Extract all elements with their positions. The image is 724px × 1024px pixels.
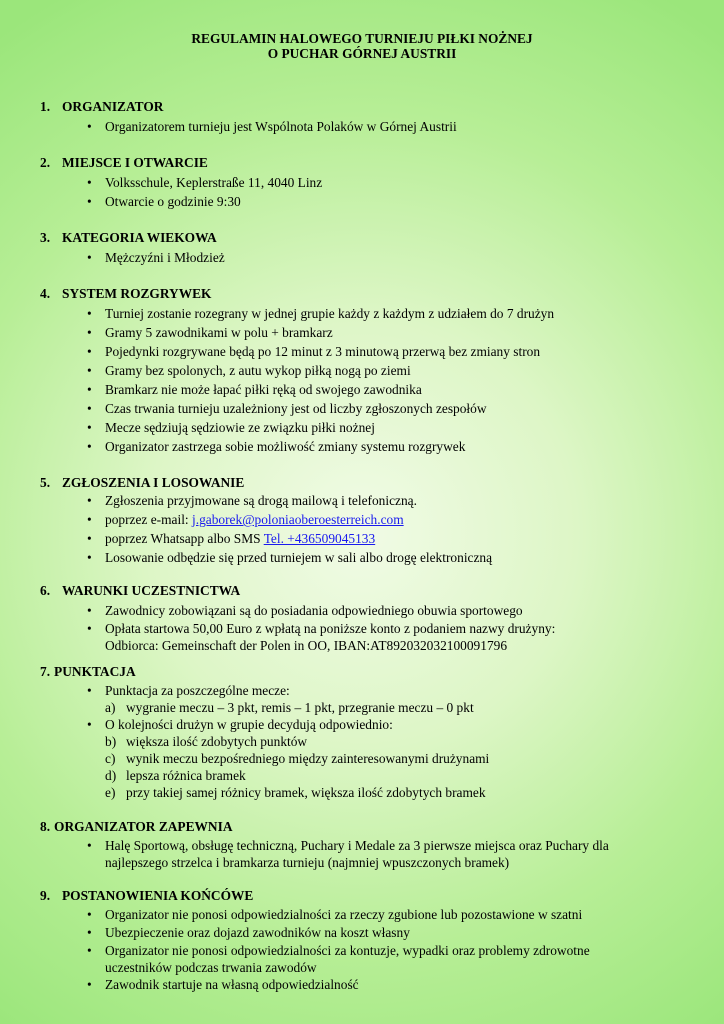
list-item <box>40 620 680 654</box>
sub-label: e) <box>105 785 116 800</box>
section-warunki <box>40 582 680 654</box>
list-item: • Mężczyźni i Młodzież <box>40 248 680 267</box>
sub-label: a) <box>105 700 116 715</box>
section-heading <box>40 98 680 115</box>
item-line-2: najlepszego strzelca i bramkarza turnieju (najmniej wpuszczonych bramek) <box>105 855 510 870</box>
bank-details: Odbiorca: Gemeinschaft der Polen in OO, IBAN:AT892032032100091796 <box>105 638 508 653</box>
section-title: ZGŁOSZENIA I LOSOWANIE <box>62 475 245 490</box>
sub-text: większa ilość zdobytych punktów <box>126 734 308 749</box>
sub-item <box>40 784 680 801</box>
email-link[interactable]: j.gaborek@poloniaoberoesterreich.com <box>192 512 404 527</box>
list-item: • Organizatorem turnieju jest Wspólnota Polaków w Górnej Austrii <box>40 117 680 136</box>
section-heading <box>40 818 680 835</box>
section-heading <box>40 582 680 599</box>
sub-label: b) <box>105 734 117 749</box>
sub-text: wygranie meczu – 3 pkt, remis – 1 pkt, przegranie meczu – 0 pkt <box>126 700 474 715</box>
section-heading <box>40 663 680 680</box>
title-line-2: O PUCHAR GÓRNEJ AUSTRII <box>267 46 457 61</box>
section-zapewnia <box>40 818 680 871</box>
list-item: • Punktacja za poszczególne mecze: <box>40 682 680 699</box>
section-title: WARUNKI UCZESTNICTWA <box>62 583 241 598</box>
email-label: poprzez e-mail: <box>105 512 192 527</box>
list-item: • Organizator zastrzega sobie możliwość zmiany systemu rozgrywek <box>40 437 680 456</box>
list-item: • Gramy bez spolonych, z autu wykop piłką nogą po ziemi <box>40 361 680 380</box>
section-title: PUNKTACJA <box>54 664 136 679</box>
section-title: SYSTEM ROZGRYWEK <box>62 286 212 301</box>
list-item <box>40 837 680 871</box>
list-item <box>40 510 680 529</box>
section-heading <box>40 887 680 904</box>
section-number: 5. <box>40 475 51 490</box>
section-heading <box>40 285 680 302</box>
section-heading <box>40 154 680 171</box>
fee-text: • Opłata startowa 50,00 Euro z wpłatą na poniższe konto z podaniem nazwy drużyny: <box>105 621 556 636</box>
phone-link[interactable]: Tel. +436509045133 <box>263 531 376 546</box>
section-number: 3. <box>40 230 51 245</box>
sub-text: lepsza różnica bramek <box>126 768 246 783</box>
section-title: ORGANIZATOR ZAPEWNIA <box>54 819 233 834</box>
section-title: POSTANOWIENIA KOŃCÓWE <box>62 888 254 903</box>
sub-item <box>40 767 680 784</box>
section-postanowienia <box>40 887 680 994</box>
sub-label: d) <box>105 768 117 783</box>
list-item: • Bramkarz nie może łapać piłki ręką od swojego zawodnika <box>40 380 680 399</box>
list-item: • Organizator nie ponosi odpowiedzialności za rzeczy zgubione lub pozostawione w szatni <box>40 906 680 924</box>
section-heading <box>40 474 680 491</box>
section-title: MIEJSCE I OTWARCIE <box>62 155 208 170</box>
item-line-2: uczestników podczas trwania zawodów <box>105 960 317 975</box>
title-line-1: REGULAMIN HALOWEGO TURNIEJU PIŁKI NOŻNEJ <box>191 31 533 46</box>
list-item: • Zgłoszenia przyjmowane są drogą mailową i telefoniczną. <box>40 491 680 510</box>
section-number: 4. <box>40 286 51 301</box>
item-line-1: • Organizator nie ponosi odpowiedzialności za kontuzje, wypadki oraz problemy zdrowotne <box>105 943 590 958</box>
section-system <box>40 285 680 456</box>
list-item <box>40 942 680 976</box>
list-item: • Losowanie odbędzie się przed turniejem w sali albo drogę elektroniczną <box>40 548 680 567</box>
sub-item <box>40 733 680 750</box>
section-number: 7. <box>40 664 51 679</box>
list-item: • Ubezpieczenie oraz dojazd zawodników na koszt własny <box>40 924 680 942</box>
list-item <box>40 529 680 548</box>
list-item: • Zawodnicy zobowiązani są do posiadania odpowiedniego obuwia sportowego <box>40 601 680 620</box>
sub-label: c) <box>105 751 116 766</box>
sub-text: wynik meczu bezpośredniego między zainteresowanymi drużynami <box>126 751 490 766</box>
list-item: • Czas trwania turnieju uzależniony jest od liczby zgłoszonych zespołów <box>40 399 680 418</box>
list-item: • Gramy 5 zawodnikami w polu + bramkarz <box>40 323 680 342</box>
section-number: 1. <box>40 99 51 114</box>
sub-text: przy takiej samej różnicy bramek, większa ilość zdobytych bramek <box>126 785 486 800</box>
section-zgloszenia <box>40 474 680 567</box>
section-number: 9. <box>40 888 51 903</box>
section-title: ORGANIZATOR <box>62 99 164 114</box>
sub-item <box>40 699 680 716</box>
list-item: • Mecze sędziują sędziowie ze związku piłki nożnej <box>40 418 680 437</box>
section-number: 8. <box>40 819 51 834</box>
list-item: • Otwarcie o godzinie 9:30 <box>40 192 680 211</box>
section-miejsce <box>40 154 680 211</box>
item-line-1: • Halę Sportową, obsługę techniczną, Puchary i Medale za 3 pierwsze miejsca oraz Puchary dla <box>105 838 609 853</box>
section-organizator <box>40 98 680 136</box>
section-number: 6. <box>40 583 51 598</box>
phone-label: poprzez Whatsapp albo SMS <box>105 531 264 546</box>
section-number: 2. <box>40 155 51 170</box>
section-kategoria <box>40 229 680 267</box>
sub-item <box>40 750 680 767</box>
list-item: • O kolejności drużyn w grupie decydują odpowiednio: <box>40 716 680 733</box>
list-item: • Pojedynki rozgrywane będą po 12 minut z 3 minutową przerwą bez zmiany stron <box>40 342 680 361</box>
document-title <box>0 31 724 61</box>
list-item: • Turniej zostanie rozegrany w jednej grupie każdy z każdym z udziałem do 7 drużyn <box>40 304 680 323</box>
section-heading <box>40 229 680 246</box>
list-item: • Zawodnik startuje na własną odpowiedzialność <box>40 976 680 994</box>
section-title: KATEGORIA WIEKOWA <box>62 230 217 245</box>
list-item: • Volksschule, Keplerstraße 11, 4040 Linz <box>40 173 680 192</box>
section-punktacja <box>40 663 680 801</box>
